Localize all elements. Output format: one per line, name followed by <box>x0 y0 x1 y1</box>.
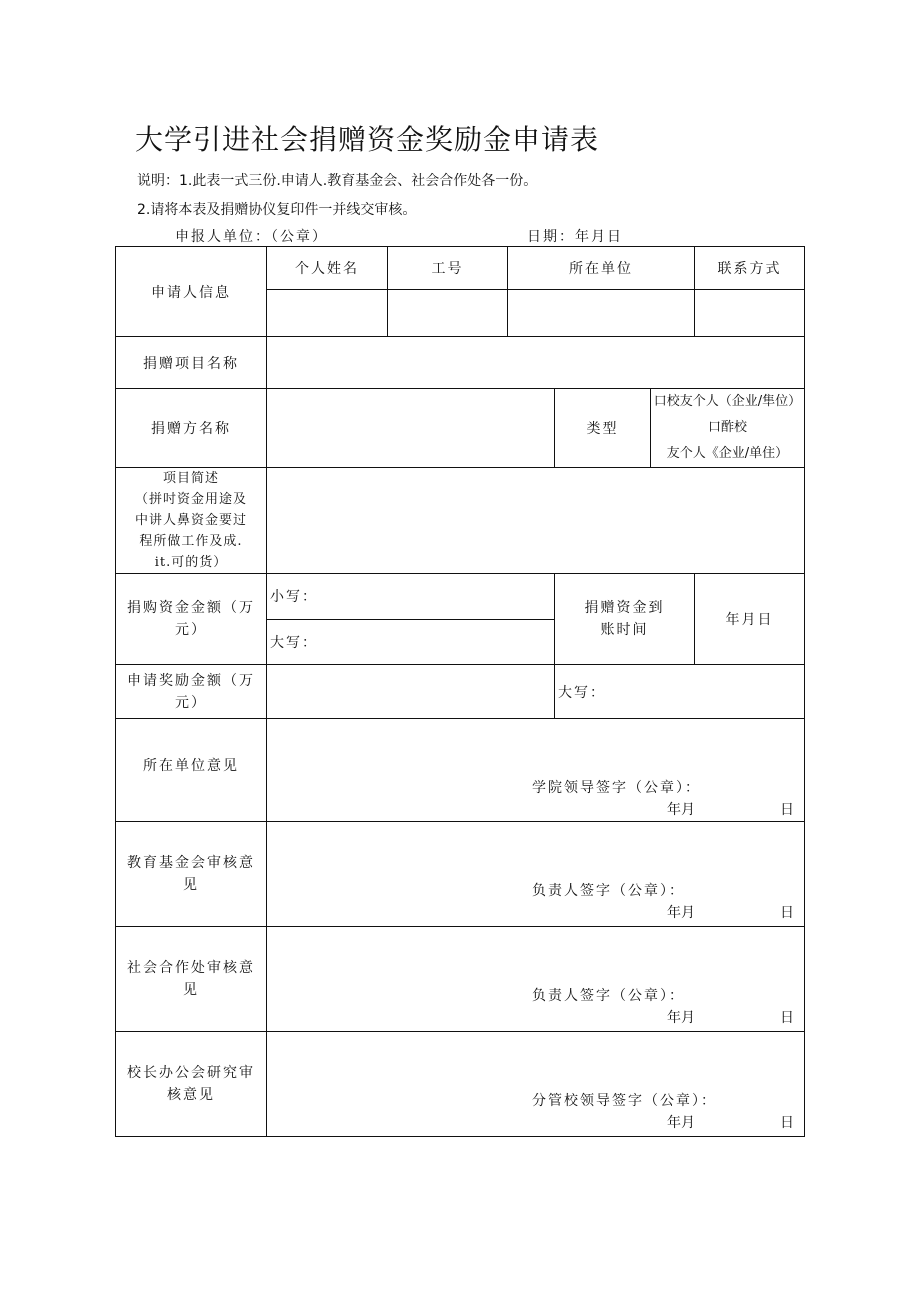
reward-amount-label-line-2: 元） <box>175 694 207 711</box>
cooperation-office-opinion-field[interactable] <box>267 927 805 1032</box>
president-opinion-label-line-1: 校长办公会研究审 <box>127 1065 255 1081</box>
reward-amount-label <box>116 665 267 719</box>
application-form-table <box>115 246 805 1137</box>
funds-arrival-label-line-1: 捐赠资金到 <box>584 600 665 616</box>
summary-line-2: （拼吋资金用途及 <box>134 492 247 507</box>
col-header-name: 个人姓名 <box>267 247 388 290</box>
foundation-opinion-label <box>116 822 267 927</box>
form-title: 大学引进社会捐赠资金奖励金申请表 <box>135 123 600 156</box>
donor-type-line-1: 口校友个人（企业/隼位）口酢校 <box>653 394 802 435</box>
donation-amount-label-line-1: 捐购资金金额（万 <box>127 600 255 616</box>
foundation-year-month: 年月 <box>667 905 695 921</box>
dept-day: 日 <box>780 802 794 818</box>
instruction-line-1: 说明：1.此表一式三份.申请人.教育基金会、社会合作处各一份。 <box>137 173 538 189</box>
col-header-contact: 联系方式 <box>695 247 805 290</box>
applicant-info-label: 申请人信息 <box>116 247 267 337</box>
president-office-opinion-label <box>116 1032 267 1137</box>
president-opinion-label-line-2: 核意见 <box>167 1087 215 1103</box>
col-header-staff-id: 工号 <box>388 247 508 290</box>
dept-opinion-field[interactable] <box>267 719 805 822</box>
reward-amount-lowercase-field[interactable] <box>267 665 555 719</box>
project-name-field[interactable] <box>267 337 805 389</box>
date-label: 日期：年月日 <box>527 229 623 245</box>
funds-arrival-label <box>555 574 695 665</box>
cooperation-day: 日 <box>780 1010 794 1026</box>
donor-name-label: 捐赠方名称 <box>116 389 267 468</box>
foundation-opinion-label-line-1: 教育基金会审核意 <box>127 855 255 871</box>
donation-amount-cell <box>267 574 555 665</box>
project-summary-field[interactable] <box>267 468 805 574</box>
summary-line-3: 中讲人鼻资金要过 <box>134 513 247 528</box>
donor-type-label: 类型 <box>555 389 651 468</box>
summary-line-4: 程所做工作及成. <box>139 534 243 549</box>
funds-arrival-date-field[interactable]: 年月日 <box>695 574 805 665</box>
dept-opinion-label-line-1: 所在单位意见 <box>143 758 239 774</box>
donor-type-line-2: 友个人《企业/单住） <box>666 446 789 461</box>
dept-signature-label: 学院领导签字（公章）： <box>532 780 701 796</box>
applicant-name-field[interactable] <box>267 290 388 337</box>
cooperation-office-opinion-label <box>116 927 267 1032</box>
cooperation-signature-label: 负责人签字（公章）： <box>532 988 685 1004</box>
applicant-staff-id-field[interactable] <box>388 290 508 337</box>
summary-line-1: 项目简述 <box>162 471 219 486</box>
donation-amount-label <box>116 574 267 665</box>
dept-year-month: 年月 <box>667 802 695 818</box>
donor-name-field[interactable] <box>267 389 555 468</box>
cooperation-year-month: 年月 <box>667 1010 695 1026</box>
col-header-department: 所在单位 <box>508 247 695 290</box>
president-signature-label: 分管校领导签字（公章）： <box>532 1093 717 1109</box>
foundation-opinion-label-line-2: 见 <box>183 877 199 893</box>
foundation-signature-label: 负责人签字（公章）： <box>532 883 685 899</box>
funds-arrival-label-line-2: 账时间 <box>600 622 649 638</box>
donor-type-options[interactable] <box>651 389 805 468</box>
foundation-opinion-field[interactable] <box>267 822 805 927</box>
president-office-opinion-field[interactable] <box>267 1032 805 1137</box>
donation-amount-lowercase-field[interactable]: 小写： <box>267 574 554 620</box>
dept-opinion-label <box>116 719 267 822</box>
applicant-department-field[interactable] <box>508 290 695 337</box>
reward-amount-label-line-1: 申请奖励金额（万 <box>127 672 255 689</box>
president-day: 日 <box>780 1115 794 1131</box>
cooperation-opinion-label-line-2: 见 <box>183 982 199 998</box>
project-summary-label <box>116 468 267 574</box>
applicant-unit-label: 申报人单位：（公章） <box>175 229 328 245</box>
summary-line-5: it.可的货） <box>154 555 228 570</box>
president-year-month: 年月 <box>667 1115 695 1131</box>
donation-amount-uppercase-field[interactable]: 大写： <box>270 634 318 651</box>
project-name-label: 捐赠项目名称 <box>116 337 267 389</box>
foundation-day: 日 <box>780 905 794 921</box>
reward-amount-uppercase-field[interactable]: 大写： <box>555 665 805 719</box>
instruction-line-2: 2.请将本表及捐赠协仪复印件一并线交审核。 <box>137 202 417 218</box>
applicant-contact-field[interactable] <box>695 290 805 337</box>
donation-amount-label-line-2: 元） <box>175 622 207 638</box>
cooperation-opinion-label-line-1: 社会合作处审核意 <box>127 960 255 976</box>
